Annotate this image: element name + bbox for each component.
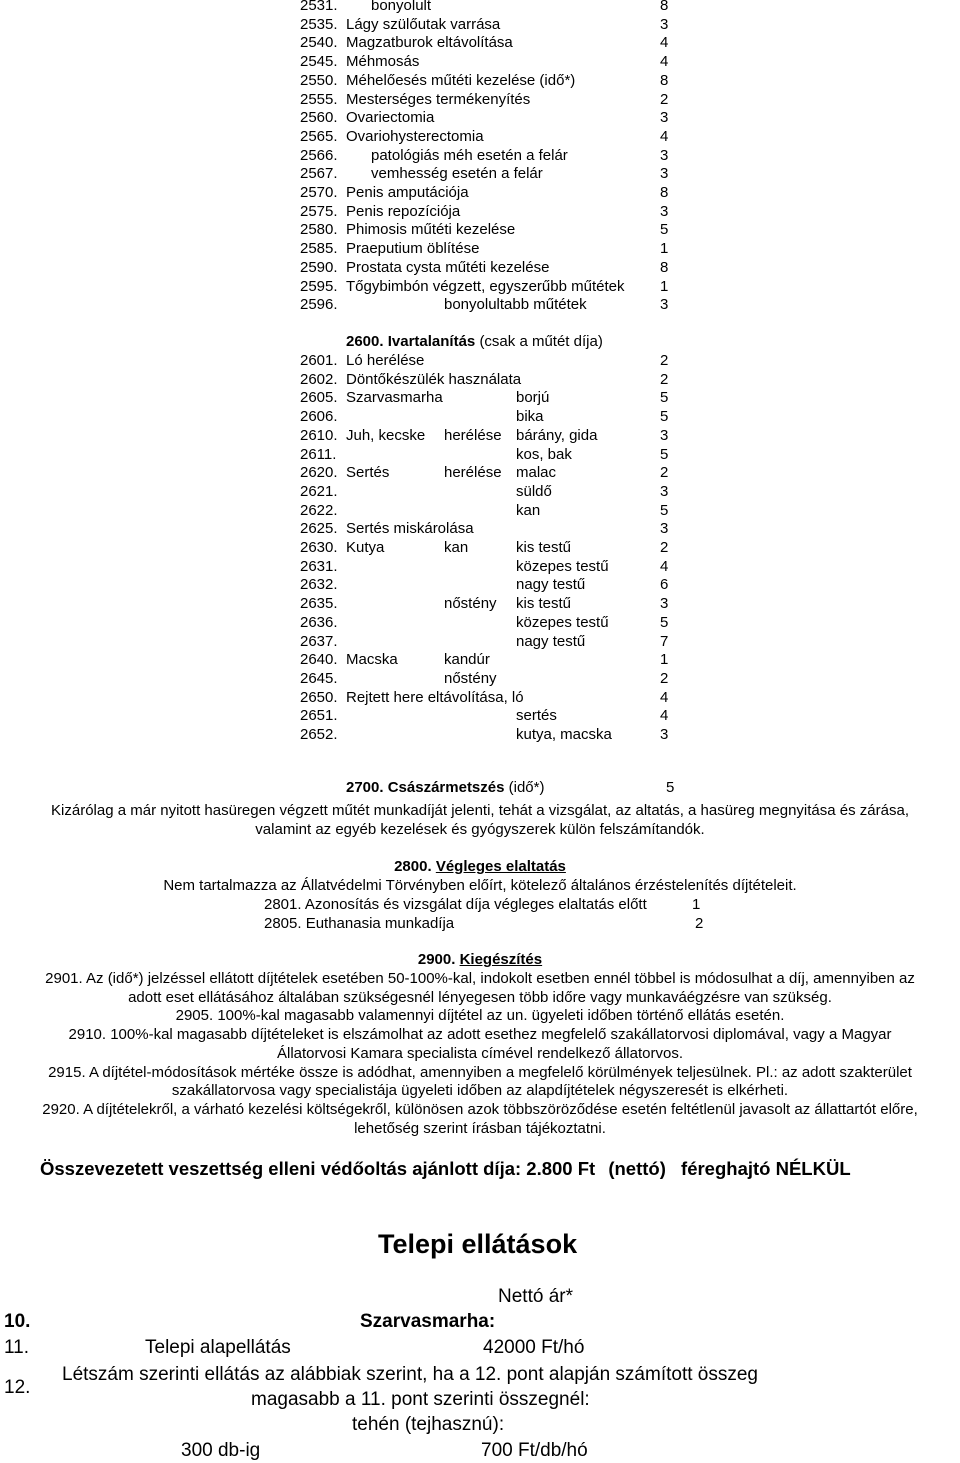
section-2700-text-1: Kizárólag a már nyitott hasüregen végzett műtét munkadíját jelenti, tehát a vizsgálat, az altatás, a hasüreg megnyitása és zárása,	[51, 802, 909, 819]
section-2600-heading	[346, 333, 603, 351]
item-code: 2575.	[300, 202, 338, 220]
row-10-number: 10.	[4, 1311, 31, 1332]
list-item	[0, 483, 960, 502]
item-category: süldő	[516, 482, 552, 500]
item-code: 2620.	[300, 464, 338, 482]
item-value: 3	[660, 726, 669, 743]
list-item	[0, 427, 960, 446]
section-2800-title: Végleges elaltatás	[435, 858, 566, 875]
section-2600-title: Ivartalanítás	[387, 333, 476, 350]
list-item	[0, 520, 960, 539]
row-11-label: Telepi alapellátás	[145, 1337, 291, 1358]
item-category: borjú	[516, 389, 550, 407]
section-2600-code: 2600.	[346, 333, 384, 350]
item-code: 2640.	[300, 651, 338, 669]
item-category: kis testű	[516, 595, 572, 613]
list-item	[0, 221, 960, 240]
list-item	[0, 259, 960, 278]
item-code: 2601.	[300, 352, 338, 369]
item-value: 3	[660, 426, 669, 444]
item-code: 2585.	[300, 240, 338, 258]
item-code: 2535.	[300, 15, 338, 33]
item-value: 4	[660, 707, 669, 725]
item-name: Phimosis műtéti kezelése	[346, 221, 516, 239]
item-code: 2555.	[300, 90, 338, 108]
row-12-text-1: Létszám szerinti ellátás az alábbiak szerint, ha a 12. pont alapján számított összeg	[62, 1364, 758, 1385]
row-12a-label: 300 db-ig	[181, 1440, 261, 1461]
item-category: sertés	[516, 707, 557, 725]
item-code: 2605.	[300, 389, 338, 407]
item-value: 1	[660, 651, 669, 669]
item-value: 1	[660, 277, 669, 295]
item-value: 3	[660, 146, 669, 164]
item-code: 2631.	[300, 557, 338, 575]
item-code: 2622.	[300, 501, 338, 519]
item-code: 2565.	[300, 127, 338, 145]
item-value: 8	[660, 71, 669, 89]
item-value: 8	[660, 258, 669, 276]
item-value: 4	[660, 34, 669, 52]
item-animal: Rejtett here eltávolítása, ló	[346, 688, 524, 706]
item-code: 2570.	[300, 184, 338, 201]
section-2700-heading	[346, 779, 545, 797]
item-value: 8	[660, 184, 669, 201]
item-gender: kandúr	[444, 651, 490, 669]
item-value: 5	[660, 445, 669, 463]
section-2800-code: 2800.	[394, 858, 432, 875]
item-value: 7	[660, 632, 669, 650]
item-code: 2625.	[300, 520, 338, 538]
supplement-line: 2920. A díjtételekről, a várható kezelési költségekről, különösen azok többszöröződése esetén feltétlenül javasolt az állattartót előre,	[42, 1100, 918, 1118]
item-code: 2590.	[300, 258, 338, 276]
item-name: Ovariectomia	[346, 109, 435, 127]
item-value: 3	[660, 15, 669, 33]
item-gender: herélése	[444, 464, 502, 482]
list-item	[0, 707, 960, 726]
item-code: 2621.	[300, 482, 338, 500]
item-gender: kan	[444, 539, 469, 556]
item-category: bika	[516, 408, 544, 426]
list-item	[0, 278, 960, 297]
item-animal: Juh, kecske	[346, 426, 426, 444]
item-code: 2545.	[300, 53, 338, 71]
section-2900-code: 2900.	[417, 951, 456, 968]
item-value: 4	[660, 688, 669, 706]
item-value: 3	[660, 202, 669, 220]
item-value: 5	[660, 221, 669, 239]
item-value: 2	[660, 352, 669, 369]
list-item	[0, 726, 960, 745]
list-item	[0, 240, 960, 259]
item-name: vemhesség esetén a felár	[371, 165, 543, 183]
item-category: közepes testű	[516, 557, 609, 575]
list-item	[0, 296, 960, 315]
row-2801-label: 2801. Azonosítás és vizsgálat díja végleges elaltatás előtt	[264, 896, 647, 913]
item-name: Penis amputációja	[346, 184, 469, 201]
supplement-line: 2915. A díjtétel-módosítások mértéke össze is adódhat, amennyiben a megfelelő körülmények teljesülnek. Pl.: az adott szakterület	[48, 1063, 912, 1081]
supplement-line: 2901. Az (idő*) jelzéssel ellátott díjtételek esetében 50-100%-kal, indokolt esetben ennél többel is módosulhat a díj, amennyiben az	[45, 970, 915, 987]
item-name: Tőgybimbón végzett, egyszerűbb műtétek	[346, 277, 625, 295]
item-category: nagy testű	[516, 576, 586, 594]
item-value: 3	[660, 595, 669, 613]
item-value: 3	[660, 296, 669, 314]
list-item	[0, 72, 960, 91]
list-item	[0, 203, 960, 222]
item-category: kutya, macska	[516, 726, 612, 743]
list-item	[0, 689, 960, 708]
item-category: malac	[516, 464, 557, 482]
item-value: 5	[660, 389, 669, 407]
section-2900-title: Kiegészítés	[459, 951, 543, 968]
list-item	[0, 53, 960, 72]
list-item	[0, 389, 960, 408]
list-item	[0, 0, 960, 16]
item-name: Lágy szülőutak varrása	[346, 15, 501, 33]
item-code: 2652.	[300, 726, 338, 743]
list-item	[0, 446, 960, 465]
row-12-subheading: tehén (tejhasznú):	[352, 1414, 505, 1435]
item-value: 5	[660, 408, 669, 426]
item-category: nagy testű	[516, 632, 586, 650]
supplement-line: lehetőség szerint írásban tájékoztatni.	[354, 1119, 606, 1137]
item-code: 2645.	[300, 669, 338, 687]
list-item	[0, 34, 960, 53]
item-value: 4	[660, 53, 669, 71]
item-code: 2595.	[300, 277, 338, 295]
item-value: 3	[660, 109, 669, 127]
item-value: 3	[660, 482, 669, 500]
list-item	[0, 464, 960, 483]
row-12-text-2: magasabb a 11. pont szerinti összegnél:	[251, 1389, 590, 1410]
item-code: 2611.	[300, 445, 337, 463]
section-2700-note: (idő*)	[508, 779, 545, 796]
item-category: kan	[516, 501, 541, 519]
item-animal: Szarvasmarha	[346, 389, 443, 407]
telepi-title: Telepi ellátások	[378, 1229, 578, 1259]
item-category: kos, bak	[516, 445, 572, 463]
list-item	[0, 91, 960, 110]
item-value: 4	[660, 557, 669, 575]
list-item	[0, 128, 960, 147]
row-2801-value: 1	[692, 896, 701, 913]
section-2800-text: Nem tartalmazza az Állatvédelmi Törvényben előírt, kötelező általános érzéstelenítés díjtételeit.	[163, 877, 797, 894]
list-item	[0, 539, 960, 558]
item-code: 2606.	[300, 408, 338, 426]
item-name: bonyolultabb műtétek	[444, 296, 587, 314]
item-code: 2636.	[300, 613, 338, 631]
list-item	[0, 165, 960, 184]
item-value: 2	[660, 669, 669, 687]
item-value: 1	[660, 240, 669, 258]
item-value: 3	[660, 165, 669, 183]
item-category: bárány, gida	[516, 426, 598, 444]
item-animal: Macska	[346, 651, 398, 669]
item-gender: herélése	[444, 426, 502, 444]
item-name: Mesterséges termékenyítés	[346, 90, 531, 108]
item-name: Penis repozíciója	[346, 202, 461, 220]
item-value: 2	[660, 464, 669, 482]
item-gender: nőstény	[444, 595, 497, 613]
row-10-label: Szarvasmarha:	[360, 1311, 496, 1332]
item-code: 2567.	[300, 165, 338, 183]
item-name: Prostata cysta műtéti kezelése	[346, 258, 550, 276]
list-item	[0, 576, 960, 595]
item-code: 2637.	[300, 632, 338, 650]
item-value: 2	[660, 539, 669, 556]
item-code: 2602.	[300, 370, 338, 388]
section-2700-code: 2700.	[346, 779, 384, 796]
list-item	[0, 184, 960, 203]
list-item	[0, 633, 960, 652]
item-code: 2630.	[300, 539, 338, 556]
list-item	[0, 670, 960, 689]
item-value: 2	[660, 90, 669, 108]
item-code: 2632.	[300, 576, 338, 594]
list-item	[0, 614, 960, 633]
row-12-number: 12.	[4, 1377, 31, 1398]
row-11-price: 42000 Ft/hó	[483, 1337, 585, 1358]
item-category: közepes testű	[516, 613, 609, 631]
vaccine-net-label: (nettó)	[608, 1158, 666, 1179]
item-code: 2566.	[300, 146, 338, 164]
section-2700-value: 5	[666, 779, 675, 796]
item-name: Praeputium öblítése	[346, 240, 480, 258]
item-name: Méhmosás	[346, 53, 420, 71]
item-name: patológiás méh esetén a felár	[371, 146, 568, 164]
list-item	[0, 502, 960, 521]
price-column-header: Nettó ár*	[498, 1286, 573, 1307]
supplement-line: 2910. 100%-kal magasabb díjtételeket is elszámolhat az adott esethez megfelelő szakállatorvosi diplomával, vagy a Magyar	[68, 1026, 892, 1044]
item-code: 2610.	[300, 426, 338, 444]
item-code: 2650.	[300, 688, 338, 706]
supplement-line: szakállatorvosa vagy specialistája ügyeleti időben az alapdíjtételek négyszeresét is elkérheti.	[171, 1082, 789, 1100]
supplement-line: Állatorvosi Kamara specialista címével rendelkező állatorvos.	[276, 1044, 683, 1062]
list-item	[0, 371, 960, 390]
row-2805-value: 2	[695, 915, 704, 932]
item-value: 2	[660, 370, 669, 388]
item-code: 2531.	[300, 0, 338, 14]
section-2600-note: (csak a műtét díja)	[479, 333, 603, 350]
item-gender: nőstény	[444, 669, 497, 687]
item-animal: Döntőkészülék használata	[346, 370, 522, 388]
vaccine-deworm-note: féreghajtó NÉLKÜL	[681, 1158, 851, 1179]
list-item	[0, 558, 960, 577]
item-code: 2651.	[300, 707, 338, 725]
item-name: Ovariohysterectomia	[346, 127, 484, 145]
item-value: 5	[660, 501, 669, 519]
section-2800-heading	[0, 858, 960, 877]
item-category: kis testű	[516, 539, 572, 556]
list-item	[0, 147, 960, 166]
item-animal: Ló herélése	[346, 352, 425, 369]
list-item	[0, 595, 960, 614]
item-animal: Kutya	[346, 539, 385, 556]
supplement-line: adott eset ellátásához általában szükségesnél lényegesen több időre vagy munkaváégzésre van szükség.	[128, 988, 832, 1006]
list-item	[0, 408, 960, 427]
section-2900-heading	[0, 951, 960, 970]
item-value: 3	[660, 520, 669, 538]
item-name: Magzatburok eltávolítása	[346, 34, 513, 52]
item-animal: Sertés miskárolása	[346, 520, 474, 538]
item-animal: Sertés	[346, 464, 390, 482]
item-name: bonyolult	[371, 0, 432, 14]
item-value: 5	[660, 613, 669, 631]
item-name: Méhelőesés műtéti kezelése (idő*)	[346, 71, 576, 89]
item-value: 4	[660, 127, 669, 145]
list-item	[0, 651, 960, 670]
item-value: 6	[660, 576, 669, 594]
item-value: 8	[660, 0, 669, 14]
item-code: 2550.	[300, 71, 338, 89]
section-2700-title: Császármetszés	[387, 779, 505, 796]
row-11-number: 11.	[4, 1337, 30, 1358]
vaccine-price-line	[40, 1158, 851, 1180]
vaccine-price-text: Összevezetett veszettség elleni védőoltás ajánlott díja: 2.800 Ft	[40, 1158, 596, 1179]
supplement-line: 2905. 100%-kal magasabb valamennyi díjtétel az un. ügyeleti időben történő ellátás esetén.	[175, 1007, 785, 1025]
row-2805-label: 2805. Euthanasia munkadíja	[264, 915, 455, 932]
item-code: 2580.	[300, 221, 338, 239]
item-code: 2540.	[300, 34, 338, 52]
row-12a-price: 700 Ft/db/hó	[481, 1440, 588, 1461]
item-code: 2596.	[300, 296, 338, 314]
item-code: 2635.	[300, 595, 338, 613]
list-item	[0, 16, 960, 35]
section-2700-text-2: valamint az egyéb kezelések és gyógyszerek külön felszámítandók.	[255, 821, 705, 838]
item-code: 2560.	[300, 109, 338, 127]
list-item	[0, 109, 960, 128]
list-item	[0, 352, 960, 371]
